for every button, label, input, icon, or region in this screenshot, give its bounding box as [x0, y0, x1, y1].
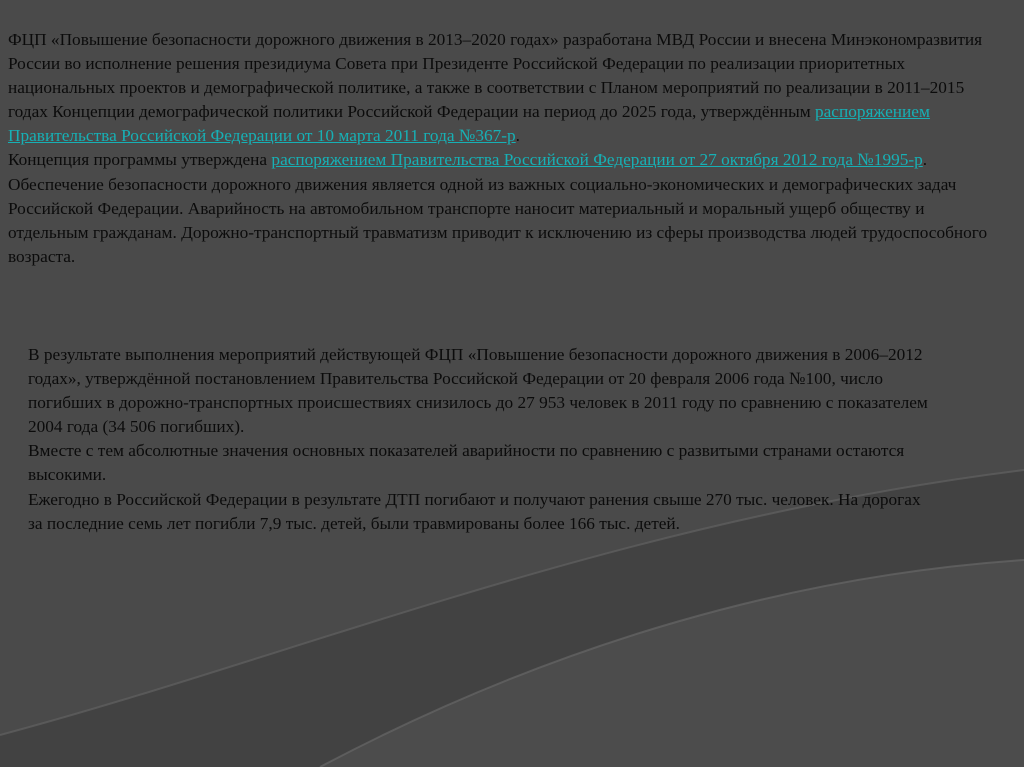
paragraph-road-safety: Обеспечение безопасности дорожного движения является одной из важных социально-экономических и демографических задач Российской Федерации. Аварийность на автомобильном транспорте наносит материальный и моральный ущерб обществу и отдельным гражданам. Дорожно-транспортный травматизм приводит к исключению из сферы производства людей трудоспособного возраста. — [8, 174, 988, 266]
link-order-367r[interactable]: распоряжением Правительства Российской Федерации от 10 марта 2011 года №367-р — [8, 102, 930, 146]
paragraph-indicators: Вместе с тем абсолютные значения основных показателей аварийности по сравнению с развитыми странами остаются высокими. — [28, 441, 905, 485]
paragraph-concept-approved: Концепция программы утверждена распоряжением Правительства Российской Федерации от 27 октября 2012 года №1995-р. — [8, 150, 928, 170]
paragraph-fcp-intro: ФЦП «Повышение безопасности дорожного движения в 2013–2020 годах» разработана МВД России и внесена Минэкономразвития России во исполнение решения президиума Совета при Президенте Российской Федерации по реализации приоритетных национальных проектов и демографической политике, а также в соответствии с Планом мероприятий по реализации в 2011–2015 годах Концепции демографической политики Российской Федерации на период до 2025 года, утверждённым распоряжением Правительства Российской Федерации от 10 марта 2011 года №367-р. — [8, 30, 983, 146]
link-order-1995r[interactable]: распоряжением Правительства Российской Федерации от 27 октября 2012 года №1995-р — [271, 150, 923, 170]
paragraph-statistics: Ежегодно в Российской Федерации в результате ДТП погибают и получают ранения свыше 270 тыс. человек. На дорогах за последние семь лет погибли 7,9 тыс. детей, были травмированы более 166 тыс. детей. — [28, 489, 921, 533]
paragraph-results: В результате выполнения мероприятий действующей ФЦП «Повышение безопасности дорожного движения в 2006–2012 годах», утверждённой постановлением Правительства Российской Федерации от 20 февраля 2006 года №100, число погибших в дорожно-транспортных происшествиях снизилось до 27 953 человек в 2011 году по сравнению с показателем 2004 года (34 506 погибших). — [28, 345, 928, 437]
text-block-top — [8, 28, 1008, 269]
text-block-bottom — [28, 343, 928, 536]
